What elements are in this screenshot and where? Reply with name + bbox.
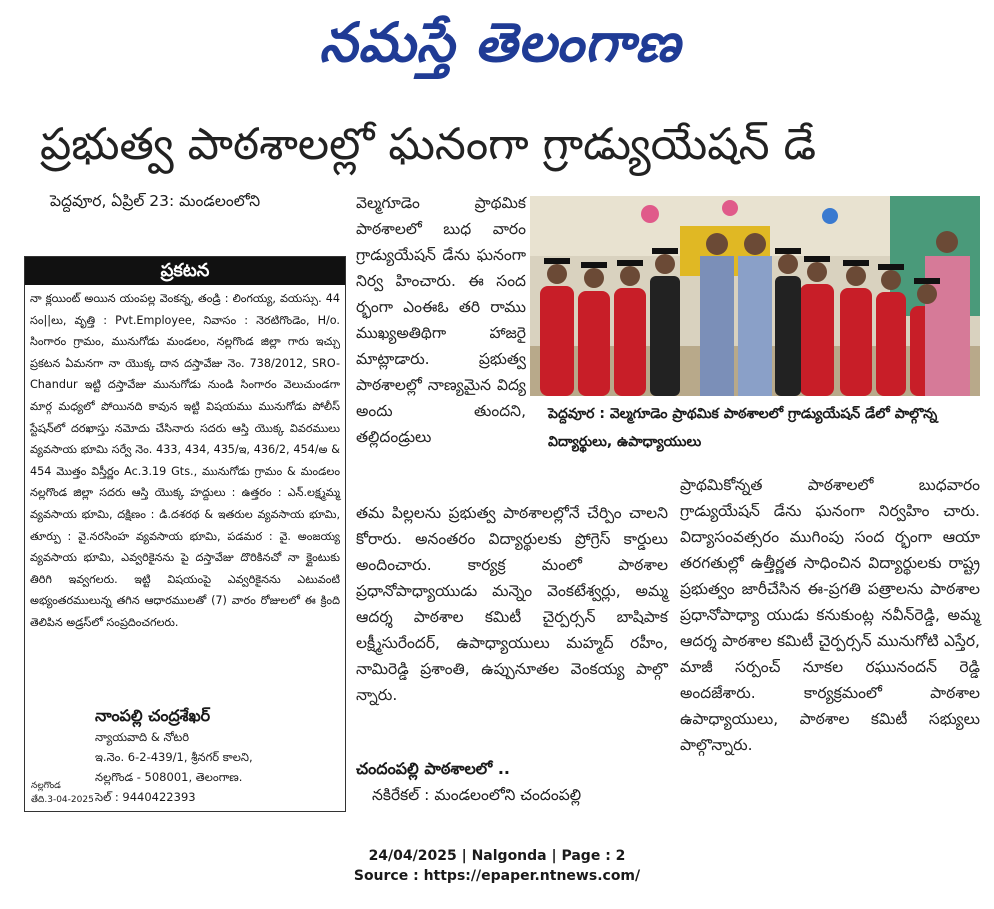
article-paragraph: తమ పిల్లలను ప్రభుత్వ పాఠశాలల్లోనే చేర్పిం చాలని కోరారు. అనంతరం విద్యార్థులకు ప్రోగ్రెస్ కార్డులు అందించారు. కార్యక్ర మంలో పాఠశాల ప్రధానోపాధ్యాయుడు మన్నెం వెంకటేశ్వర్లు, అమ్మ ఆదర్శ పాఠశాల కమిటీ చైర్పర్సన్ బాషిపాక లక్ష్మీసురేందర్, ఉపాధ్యాయులు మహ్మద్ రహీం, నామిరెడ్డి ప్రశాంతి, ఉప్పునూతల వెంకయ్య పాల్గొ న్నారు. [356,504,668,704]
article-column-3 [680,472,980,758]
classified-ad [24,256,346,812]
article-column-wide [356,500,668,708]
newspaper-masthead: నమస్తే తెలంగాణ [319,10,681,74]
footer-edition-line: 24/04/2025 | Nalgonda | Page : 2 [368,848,626,864]
ad-place-date [31,779,94,807]
graduation-photo-illustration [530,196,980,396]
ad-signer-name: నాంపల్లి చంద్రశేఖర్ [95,706,211,725]
photo-caption: పెద్దవూర : వెల్మగూడెం ప్రాథమిక పాఠశాలలో గ్రాడ్యుయేషన్ డేలో పాల్గొన్న విద్యార్థులు, ఉపాధ్యాయులు [548,406,938,450]
ad-address-line-2: నల్లగొండ - 508001, తెలంగాణ. [95,770,243,784]
article-dateline: పెద్దవూర, ఏప్రిల్ 23: మండలంలోని [50,192,261,210]
ad-address-line-1: ఇ.నెం. 6-2-439/1, శ్రీనగర్ కాలని, [95,750,253,764]
ad-date: తేది.3-04-2025 [31,795,94,805]
graduation-photo [530,196,980,396]
ad-phone: సెల్ : 9440422393 [95,790,196,804]
ad-body-text: నా క్లయింట్ అయిన యంపల్ల వెంకన్న, తండ్రి : లింగయ్య, వయస్సు. 44 సం||లు, వృత్తి : Pvt.Employee, నివాసం : నెరటిగొండెం, H/o. సింగారం గ్రామం, మునుగోడు మండలం, నల్లగొండ జిల్లా గారు ఇచ్చు ప్రకటన ఏమనగా నా యొక్క దాన దస్తావేజు నెం. 738/2012, SRO-Chandur ఇట్టి దస్తావేజు మునుగోడు నుండి సింగారం వెలుచుండగా మార్గ మధ్యలో పోయినది కావున ఇట్టి విషయము మునుగోడు పోలీస్ స్టేషన్‌లో దరఖాస్తు నమోదు చేసినారు సదరు ఆస్తి యొక్క వివరములు వ్యవసాయ భూమి సర్వే నెం. 433, 434, 435/ఇ, 436/2, 454/అ & 454 మొత్తం విస్తీర్ణం Ac.3.19 Gts., మునుగోడు గ్రామం & మండలం నల్లగొండ జిల్లా సదరు ఆస్తి యొక్క హద్దులు : ఉత్తరం : ఎన్.లక్ష్మమ్మ వ్యవసాయ భూమి, దక్షిణం : డి.దశరథ & ఇతరుల వ్యవసాయ భూమి, తూర్పు : వై.నరసింహ వ్యవసాయ భూమి, పడమర : వై. అంజయ్య వ్యవసాయ భూమి, ఎవ్వరికైనను పై దస్తావేజు దొరికినచో నా క్లైంటుకు తిరిగి ఇవ్వగలరు. ఇట్టి విషయంపై ఎవ్వరికైనను ఎటువంటి అభ్యంతరములున్న తగిన ఆధారములతో (7) వారం రోజులలో ఈ క్రింది తెలిపిన అడ్రస్‌లో సంప్రదించగలరు. [30,292,340,629]
page-footer [0,846,994,886]
article-paragraph: ప్రాథమికోన్నత పాఠశాలలో బుధవారం గ్రాడ్యుయేషన్ డేను ఘనంగా నిర్వహిం చారు. విద్యాసంవత్సరం ముగింపు సంద ర్భంగా ఆయా తరగతుల్లో ఉత్తీర్ణత సాధించిన విద్యార్థులకు రాష్ట్ర ప్రభుత్వం జారీచేసిన ఈ-ప్రగతి పత్రాలను పాఠశాల ప్రధానోపాధ్యా యుడు కనుకుంట్ల నవీన్‌రెడ్డి, అమ్మ ఆదర్శ పాఠశాల కమిటీ చైర్పర్సన్ మునుగోటి ఎస్తేర, మాజీ సర్పంచ్ నూకల రఘునందన్ రెడ్డి అందజేశారు. కార్యక్రమంలో పాఠశాల ఉపాధ్యాయులు, పాఠశాల కమిటీ సభ్యులు పాల్గొన్నారు. [680,476,980,754]
article-subheading: చందంపల్లి పాఠశాలలో .. [356,759,510,778]
article-headline: ప్రభుత్వ పాఠశాలల్లో ఘనంగా గ్రాడ్యుయేషన్ డే [40,119,817,170]
ad-place: నల్లగొండ [31,781,61,791]
article-paragraph: వెల్మగూడెం ప్రాథమిక పాఠశాలలో బుధ వారం గ్రాడ్యుయేషన్ డేను ఘనంగా నిర్వ హించారు. ఈ సంద ర్భంగా ఎంఈఓ తరి రాము ముఖ్యఅతిథిగా హాజరై మాట్లాడారు. ప్రభుత్వ పాఠశాలల్లో నాణ్యమైన విద్య అందు తుందని, తల్లిదండ్రులు [356,194,526,446]
ad-signer-role: న్యాయవాది & నోటరి [95,730,190,744]
article-column-2 [356,190,526,450]
footer-source-link[interactable]: Source : https://epaper.ntnews.com/ [353,868,641,884]
article-tail-text: నకిరేకల్ : మండలంలోని చందంపల్లి [372,786,582,804]
ad-signature-block [95,705,335,807]
ad-heading: ప్రకటన [25,257,345,285]
